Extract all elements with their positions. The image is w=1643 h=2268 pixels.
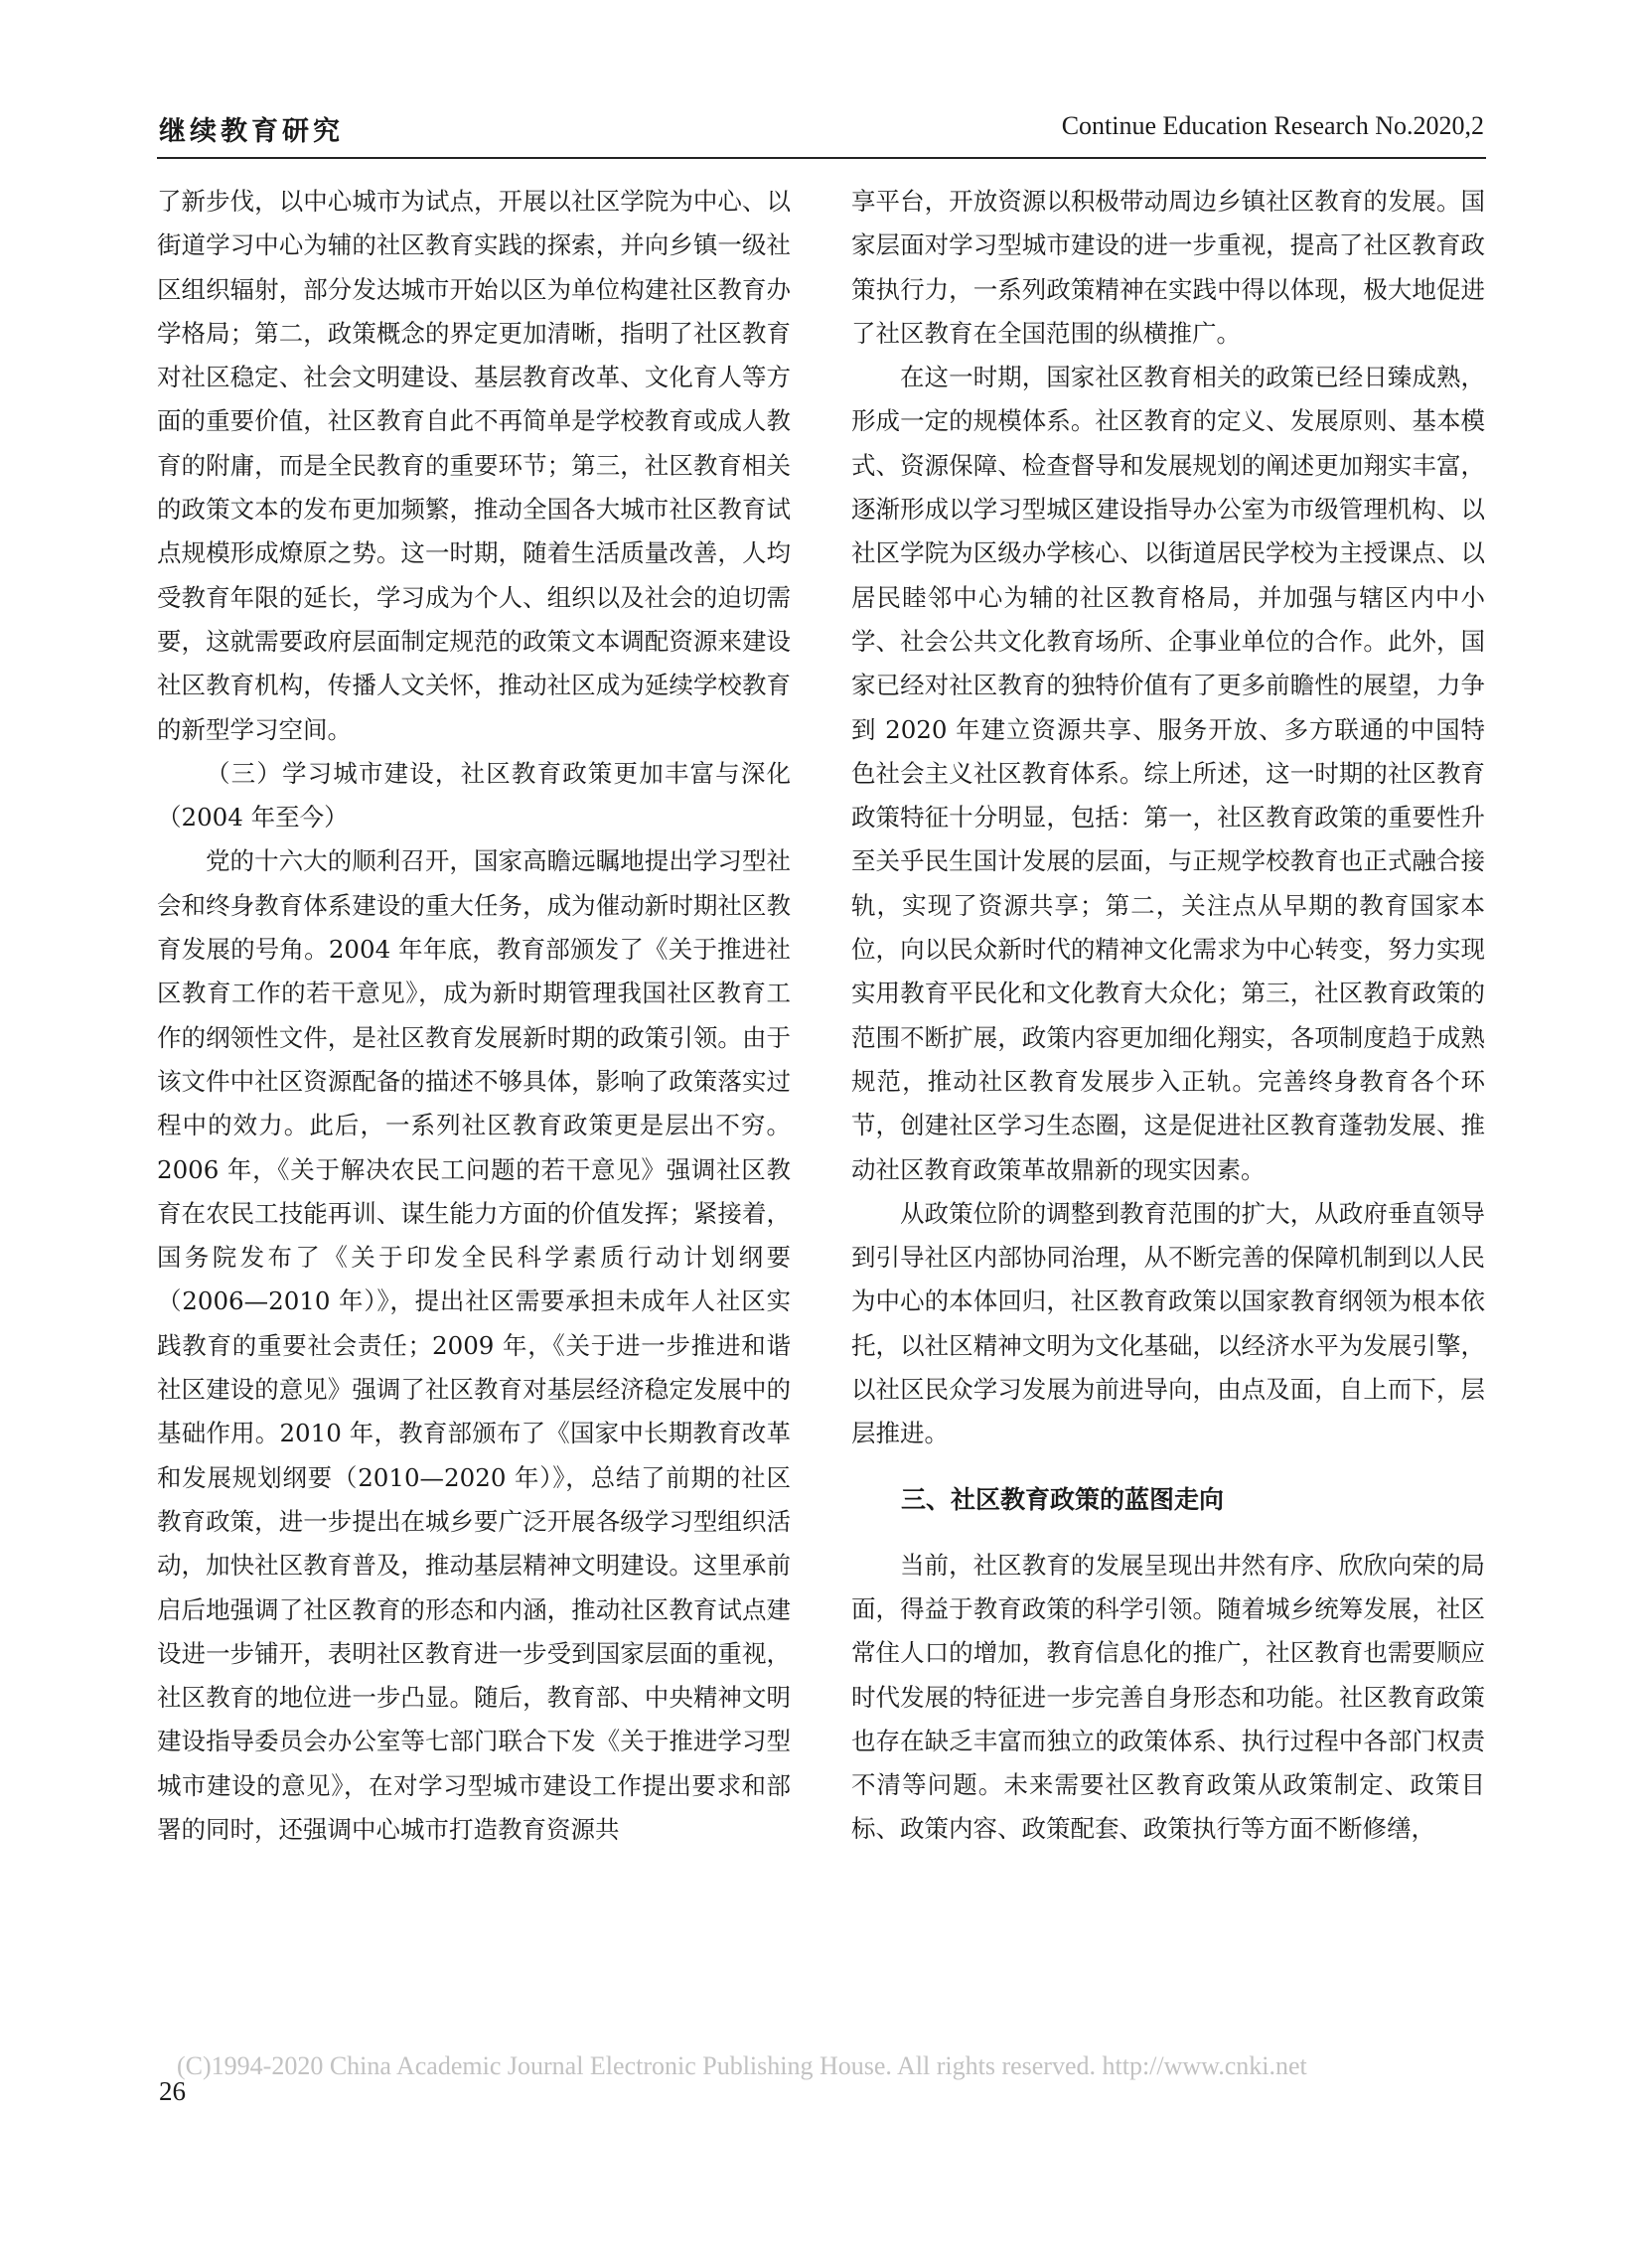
journal-title-cn: 继续教育研究 bbox=[159, 116, 344, 147]
paragraph: 在这一时期，国家社区教育相关的政策已经日臻成熟，形成一定的规模体系。社区教育的定义、发展原则、基本模式、资源保障、检查督导和发展规划的阐述更加翔实丰富，逐渐形成以学习型城区建设指导办公室为市级管理机构、以社区学院为区级办学核心、以街道居民学校为主授课点、以居民睦邻中心为辅的社区教育格局，并加强与辖区内中小学、社会公共文化教育场所、企事业单位的合作。此外，国家已经对社区教育的独特价值有了更多前瞻性的展望，力争到 2020 年建立资源共享、服务开放、多方联通的中国特色社会主义社区教育体系。综上所述，这一时期的社区教育政策特征十分明显，包括：第一，社区教育政策的重要性升至关乎民生国计发展的层面，与正规学校教育也正式融合接轨，实现了资源共享；第二，关注点从早期的教育国家本位，向以民众新时代的精神文化需求为中心转变，努力实现实用教育平民化和文化教育大众化；第三，社区教育政策的范围不断扩展，政策内容更加细化翔实，各项制度趋于成熟规范，推动社区教育发展步入正轨。完善终身教育各个环节，创建社区学习生态圈，这是促进社区教育蓬勃发展、推动社区教育政策革故鼎新的现实因素。 bbox=[851, 363, 1485, 1184]
paragraph: 当前，社区教育的发展呈现出井然有序、欣欣向荣的局面，得益于教育政策的科学引领。随着城乡统筹发展，社区常住人口的增加，教育信息化的推广，社区教育也需要顺应时代发展的特征进一步完善自身形态和功能。社区教育政策也存在缺乏丰富而独立的政策体系、执行过程中各部门权责不清等问题。未来需要社区教育政策从政策制定、政策目标、政策内容、政策配套、政策执行等方面不断修缮， bbox=[851, 1550, 1485, 1844]
header-divider bbox=[157, 157, 1486, 159]
right-column bbox=[851, 180, 1485, 1852]
paragraph: 享平台，开放资源以积极带动周边乡镇社区教育的发展。国家层面对学习型城市建设的进一步重视，提高了社区教育政策执行力，一系列政策精神在实践中得以体现，极大地促进了社区教育在全国范围的纵横推广。 bbox=[851, 187, 1485, 348]
section-heading: 三、社区教育政策的蓝图走向 bbox=[901, 1484, 1225, 1514]
paragraph: 从政策位阶的调整到教育范围的扩大，从政府垂直领导到引导社区内部协同治理，从不断完善的保障机制到以人民为中心的本体回归，社区教育政策以国家教育纲领为根本依托，以社区精神文明为文化基础，以经济水平为发展引擎，以社区民众学习发展为前进导向，由点及面，自上而下，层层推进。 bbox=[851, 1198, 1485, 1448]
copyright-watermark: (C)1994-2020 China Academic Journal Electronic Publishing House. All rights reserved. http://www.cnki.net bbox=[177, 2051, 1307, 2080]
page-number: 26 bbox=[159, 2076, 186, 2106]
paragraph: 了新步伐，以中心城市为试点，开展以社区学院为中心、以街道学习中心为辅的社区教育实践的探索，并向乡镇一级社区组织辐射，部分发达城市开始以区为单位构建社区教育办学格局；第二，政策概念的界定更加清晰，指明了社区教育对社区稳定、社会文明建设、基层教育改革、文化育人等方面的重要价值，社区教育自此不再简单是学校教育或成人教育的附庸，而是全民教育的重要环节；第三，社区教育相关的政策文本的发布更加频繁，推动全国各大城市社区教育试点规模形成燎原之势。这一时期，随着生活质量改善，人均受教育年限的延长，学习成为个人、组织以及社会的迫切需要，这就需要政府层面制定规范的政策文本调配资源来建设社区教育机构，传播人文关怀，推动社区成为延续学校教育的新型学习空间。 bbox=[157, 187, 791, 744]
paragraph: 党的十六大的顺利召开，国家高瞻远瞩地提出学习型社会和终身教育体系建设的重大任务，成为催动新时期社区教育发展的号角。2004 年年底，教育部颁发了《关于推进社区教育工作的若干意见》，成为新时期管理我国社区教育工作的纲领性文件，是社区教育发展新时期的政策引领。由于该文件中社区资源配备的描述不够具体，影响了政策落实过程中的效力。此后，一系列社区教育政策更是层出不穷。2006 年，《关于解决农民工问题的若干意见》强调社区教育在农民工技能再训、谋生能力方面的价值发挥；紧接着，国务院发布了《关于印发全民科学素质行动计划纲要（2006—2010 年）》，提出社区需要承担未成年人社区实践教育的重要社会责任；2009 年，《关于进一步推进和谐社区建设的意见》强调了社区教育对基层经济稳定发展中的基础作用。2010 年，教育部颁布了《国家中长期教育改革和发展规划纲要（2010—2020 年）》，总结了前期的社区教育政策，进一步提出在城乡要广泛开展各级学习型组织活动，加快社区教育普及，推动基层精神文明建设。这里承前启后地强调了社区教育的形态和内涵，推动社区教育试点建设进一步铺开，表明社区教育进一步受到国家层面的重视，社区教育的地位进一步凸显。随后，教育部、中央精神文明建设指导委员会办公室等七部门联合下发《关于推进学习型城市建设的意见》，在对学习型城市建设工作提出要求和部署的同时，还强调中心城市打造教育资源共 bbox=[157, 846, 791, 1844]
left-column bbox=[157, 180, 791, 1852]
section-subheading: （三）学习城市建设，社区教育政策更加丰富与深化（2004 年至今） bbox=[157, 758, 791, 832]
journal-issue-en: Continue Education Research No.2020,2 bbox=[1061, 111, 1484, 140]
